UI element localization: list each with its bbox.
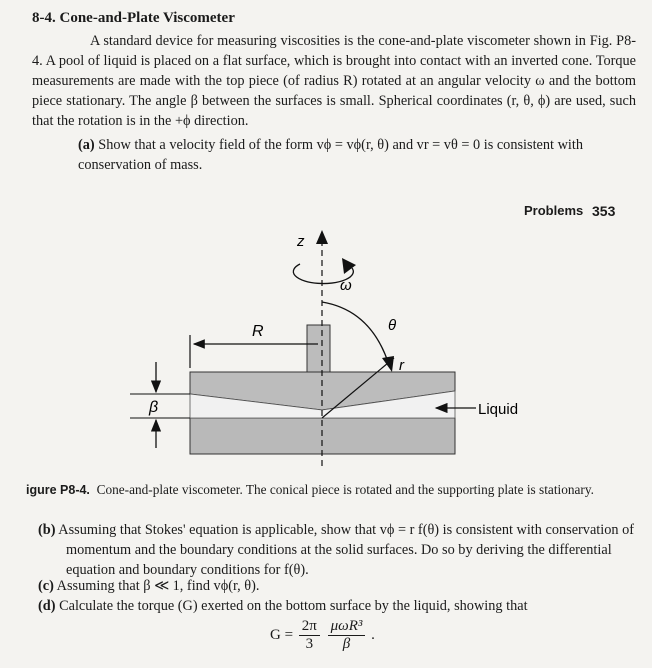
problem-intro	[32, 31, 636, 131]
frac2-numerator: μωR³	[328, 618, 366, 636]
figure-id: igure P8-4.	[26, 483, 90, 497]
caption-text: Cone-and-plate viscometer. The conical piece is rotated and the supporting plate is stationary.	[96, 482, 594, 497]
part-a	[78, 135, 638, 175]
frac2-denominator: β	[342, 636, 351, 652]
part-c-text: Assuming that β ≪ 1, find vϕ(r, θ).	[56, 578, 260, 594]
z-axis-arrowhead	[316, 230, 328, 244]
formula-end: .	[371, 627, 375, 643]
formula-lhs: G =	[270, 627, 294, 643]
beta-label: β	[149, 399, 159, 416]
z-axis-label: z	[297, 233, 305, 250]
part-c-label: (c)	[38, 578, 54, 594]
torque-formula	[270, 618, 375, 653]
part-a-text: Show that a velocity field of the form vϕ = vϕ(r, θ) and vr = vθ = 0 is consistent with conservation of mass.	[78, 137, 584, 173]
problem-intro-text: A standard device for measuring viscosities is the cone-and-plate viscometer shown in Fig. P8-4. A pool of liquid is placed on a flat surface, which is brought into contact with an inverted cone. Torque measurements are made with the top piece (of radius R) rotated at an angular velocity ω and the bottom piece stationary. The angle β between the surfaces is small. Spherical coordinates (r, θ, ϕ) are used, such that the rotation is in the +ϕ direction.	[32, 33, 636, 129]
theta-arc-arrowhead	[382, 356, 394, 372]
part-d-text: Calculate the torque (G) exerted on the bottom surface by the liquid, showing that	[59, 598, 528, 614]
part-b-text: Assuming that Stokes' equation is applicable, show that vϕ = r f(θ) is consistent with conservation of momentum and the boundary conditions at the solid surfaces. Do so by deriving the differential equation and boundary conditions for f(θ).	[58, 522, 635, 578]
running-header-section: Problems	[524, 203, 584, 218]
part-d-label: (d)	[38, 598, 56, 614]
part-c	[38, 576, 652, 596]
omega-label: ω	[340, 277, 352, 294]
part-a-label: (a)	[78, 137, 95, 153]
radius-label: R	[252, 323, 264, 340]
frac1-numerator: 2π	[299, 618, 320, 636]
part-b	[38, 520, 652, 580]
liquid-label: Liquid	[478, 401, 519, 418]
figure-caption	[26, 482, 594, 498]
frac1-denominator: 3	[305, 636, 314, 652]
shaft	[307, 325, 330, 372]
formula-fraction-1	[299, 618, 320, 653]
part-d	[38, 596, 652, 616]
r-label: r	[399, 357, 404, 374]
part-b-label: (b)	[38, 522, 56, 538]
figure-p8-4	[0, 222, 652, 477]
problem-title: 8-4. Cone-and-Plate Viscometer	[32, 10, 235, 26]
formula-fraction-2	[328, 618, 366, 653]
page-number: 353	[592, 203, 616, 219]
theta-arc	[322, 302, 388, 362]
theta-label: θ	[388, 317, 397, 334]
